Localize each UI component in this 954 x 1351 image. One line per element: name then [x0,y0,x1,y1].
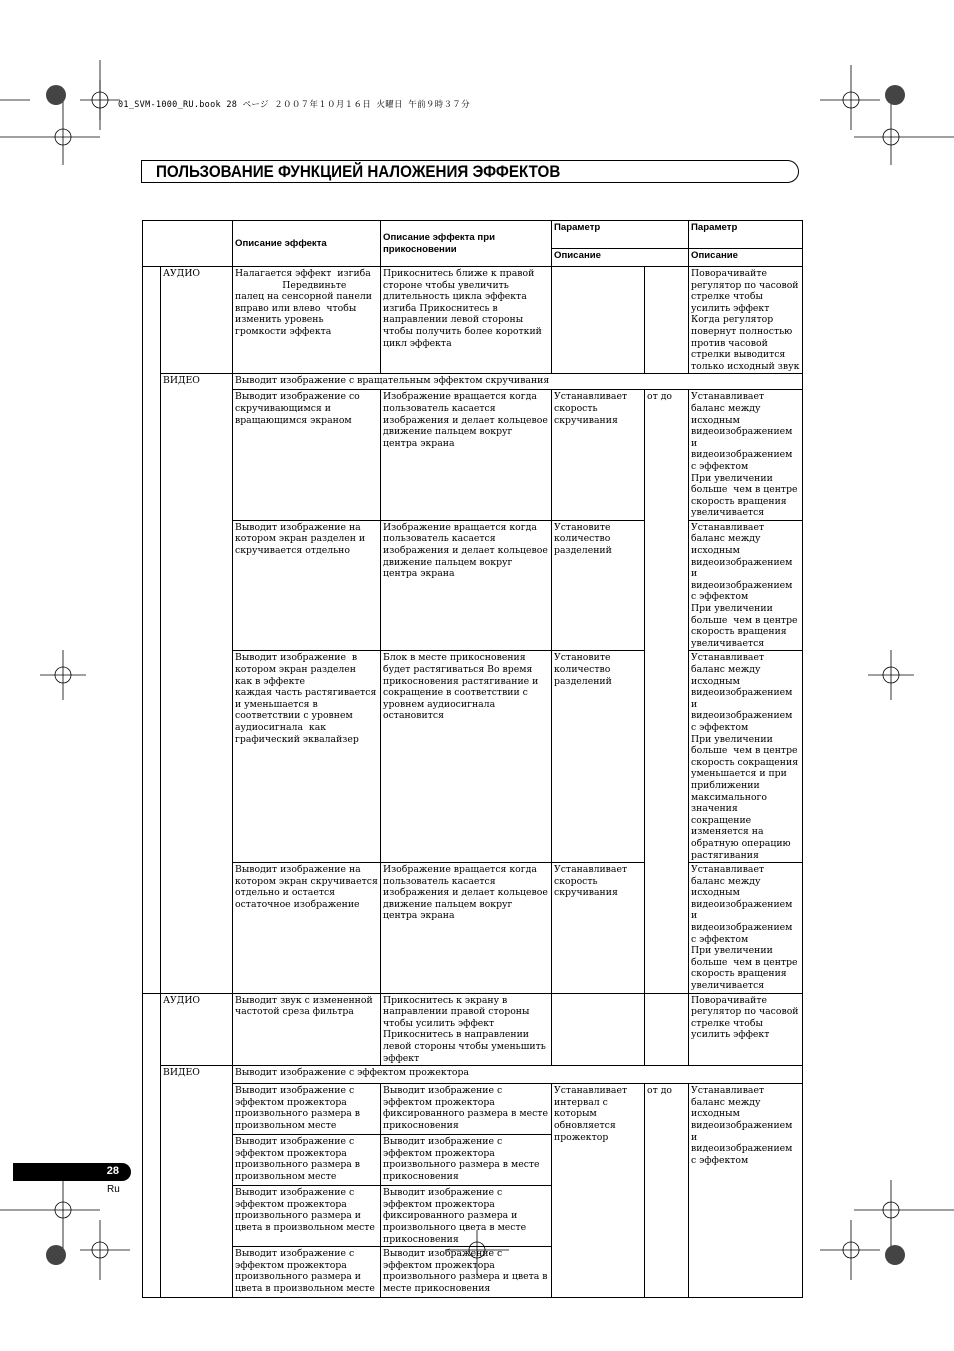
group2-video-touch-1: Выводит изображение с эффектом прожектора фиксированного размера в месте прикосновения [381,1084,552,1135]
group2-video-effect-3: Выводит изображение с эффектом прожектора произвольного размера и цвета в произвольном месте [233,1186,381,1247]
header-param1: Параметр [552,221,689,249]
table-row [143,1084,803,1135]
table-row [143,1066,803,1084]
group1-audio-param2: Поворачивайте регулятор по часовой стрелке чтобы усилить эффект Когда регулятор повернут полностью против часовой стрелки выводится только исходный звук [689,267,803,374]
group1-video-param2-2: Устанавливает баланс между исходным видеоизображением и видеоизображением с эффектом При увеличении больше чем в центре скорость вращения увеличивается [689,520,803,651]
table-row [143,520,803,651]
group1-video-param1-2: Установите количество разделений [552,520,645,651]
effects-table [142,220,803,1298]
header-effect-description: Описание эффекта [233,221,381,267]
language-code: Ru [107,1184,120,1195]
group1-video-param1-1: Устанавливает скорость скручивания [552,390,645,521]
group1-video-param2-1: Устанавливает баланс между исходным видеоизображением и видеоизображением с эффектом При увеличении больше чем в центре скорость вращения увеличивается [689,390,803,521]
group2-video-effect-2: Выводит изображение с эффектом прожектора произвольного размера в произвольном месте [233,1135,381,1186]
header-blank [143,221,233,267]
group2-video-effect-4: Выводит изображение с эффектом прожектора произвольного размера и цвета в произвольном месте [233,1247,381,1298]
group1-video-param1-4: Устанавливает скорость скручивания [552,863,645,994]
group2-video-param1: Устанавливает интервал с которым обновляется прожектор [552,1084,645,1298]
group1-audio-touch: Прикоснитесь ближе к правой стороне чтобы увеличить длительность цикла эффекта изгиба Прикоснитесь в направлении левой стороны чтобы получить более короткий цикл эффекта [381,267,552,374]
table-row [143,651,803,863]
group1-video-effect-3: Выводит изображение в котором экран разделен как в эффекте каждая часть растягивается и уменьшается в соответствии с уровнем аудиосигнала как графический эквалайзер [233,651,381,863]
print-header: 01_SVM-1000_RU.book 28 ページ ２００７年１０月１６日 火曜日 午前９時３７分 [118,100,470,110]
table-row [143,390,803,521]
group2-audio-param1 [552,993,645,1066]
section-title-bar [141,160,799,183]
group2-video-param2: Устанавливает баланс между исходным видеоизображением и видеоизображением с эффектом [689,1084,803,1298]
header-param2-description: Описание [689,249,803,267]
group2-video-touch-2: Выводит изображение с эффектом прожектора произвольного размера в месте прикосновения [381,1135,552,1186]
table-row [143,863,803,994]
header-touch-description: Описание эффекта при прикосновении [381,221,552,267]
group1-video-label: ВИДЕО [161,374,233,993]
page-title: ПОЛЬЗОВАНИЕ ФУНКЦИЕЙ НАЛОЖЕНИЯ ЭФФЕКТОВ [156,163,561,181]
group2-name-cell [143,993,161,1298]
group1-video-touch-1: Изображение вращается когда пользователь касается изображения и делает кольцевое движение пальцем вокруг центра экрана [381,390,552,521]
group2-video-range: от до [645,1084,689,1298]
group1-video-effect-1: Выводит изображение со скручивающимся и вращающимся экраном [233,390,381,521]
group1-video-effect-4: Выводит изображение на котором экран скручивается отдельно и остается остаточное изображение [233,863,381,994]
group1-name-cell [143,267,161,994]
group1-video-range: от до [645,390,689,993]
page-number-tab [13,1163,131,1181]
group1-audio-effect: Налагается эффект изгиба Передвиньте палец на сенсорной панели вправо или влево чтобы изменить уровень громкости эффекта [233,267,381,374]
group1-video-summary: Выводит изображение с вращательным эффектом скручивания [233,374,803,390]
group1-video-touch-2: Изображение вращается когда пользователь касается изображения и делает кольцевое движение пальцем вокруг центра экрана [381,520,552,651]
group2-audio-param2: Поворачивайте регулятор по часовой стрелке чтобы усилить эффект [689,993,803,1066]
group2-audio-effect: Выводит звук с измененной частотой среза фильтра [233,993,381,1066]
header-param1-description: Описание [552,249,689,267]
group1-video-param2-4: Устанавливает баланс между исходным видеоизображением и видеоизображением с эффектом При увеличении больше чем в центре скорость вращения увеличивается [689,863,803,994]
group2-video-touch-3: Выводит изображение с эффектом прожектора фиксированного размера и произвольного цвета в месте прикосновения [381,1186,552,1247]
table-row [143,993,803,1066]
group1-video-effect-2: Выводит изображение на котором экран разделен и скручивается отдельно [233,520,381,651]
group2-video-summary: Выводит изображение с эффектом прожектора [233,1066,803,1084]
header-param2: Параметр [689,221,803,249]
group1-audio-range [645,267,689,374]
group1-video-touch-4: Изображение вращается когда пользователь касается изображения и делает кольцевое движение пальцем вокруг центра экрана [381,863,552,994]
group1-video-param1-3: Установите количество разделений [552,651,645,863]
group1-audio-param1 [552,267,645,374]
group2-video-effect-1: Выводит изображение с эффектом прожектора произвольного размера в произвольном месте [233,1084,381,1135]
group1-video-param2-3: Устанавливает баланс между исходным видеоизображением и видеоизображением с эффектом При увеличении больше чем в центре скорость сокращения уменьшается и при приближении максимального значения сокращение изменяется на обратную операцию растягивания [689,651,803,863]
table-row [143,267,803,374]
group2-audio-range [645,993,689,1066]
group2-video-touch-4: Выводит изображение с эффектом прожектора произвольного размера и цвета в месте прикосновения [381,1247,552,1298]
group1-audio-label: АУДИО [161,267,233,374]
group2-audio-label: АУДИО [161,993,233,1066]
group2-video-label: ВИДЕО [161,1066,233,1298]
page-number: 28 [106,1165,119,1177]
table-row [143,374,803,390]
group1-video-touch-3: Блок в месте прикосновения будет растягиваться Во время прикосновения растягивание и сокращение в соответствии с уровнем аудиосигнала остановится [381,651,552,863]
group2-audio-touch: Прикоснитесь к экрану в направлении правой стороны чтобы усилить эффект Прикоснитесь в направлении левой стороны чтобы уменьшить эффект [381,993,552,1066]
